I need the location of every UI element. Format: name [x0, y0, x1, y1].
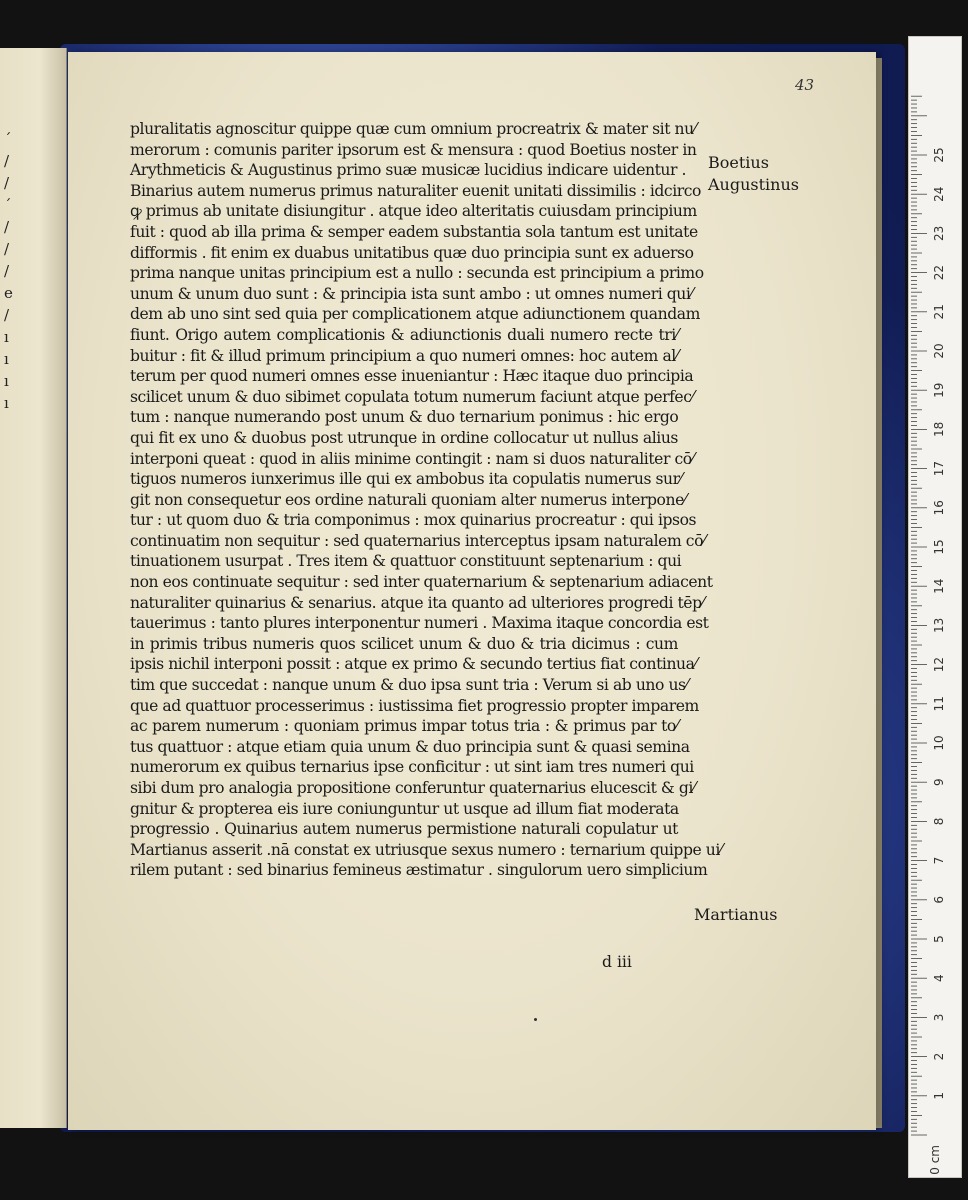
text-line: progressio . Quinarius autem numerus permistione naturali copulatur ut — [130, 820, 678, 839]
text-line: qui fit ex uno & duobus post utrunque in ordine collocatur ut nullus alius — [130, 428, 678, 447]
left-page-marks: ˊ / / ˊ / / / e / ı ı ı ı — [4, 130, 13, 412]
text-line: tinuationem usurpat . Tres item & quattuor constituunt septenarium : qui — [130, 552, 682, 571]
text-line: buitur : fit & illud primum principium a quo numeri omnes: hoc autem al⁄ — [130, 346, 678, 365]
text-line: pluralitatis agnoscitur quippe quæ cum omnium procreatrix & mater sit nu⁄ — [130, 120, 696, 138]
ruler-number: 25 — [932, 147, 946, 163]
ruler-number: 11 — [932, 696, 946, 712]
text-line: tiguos numeros iunxerimus ille qui ex ambobus ita copulatis numerus sur⁄ — [130, 470, 682, 489]
ruler-number: 10 — [932, 735, 946, 751]
ruler-number: 4 — [932, 974, 946, 983]
ruler-number: 15 — [932, 539, 946, 555]
ruler-number: 24 — [932, 186, 946, 202]
text-line: difformis . fit enim ex duabus unitatibus quæ duo principia sunt ex aduerso — [130, 243, 694, 262]
ruler-number: 8 — [932, 817, 946, 826]
ruler-number: 7 — [932, 856, 946, 865]
text-line: terum per quod numeri omnes esse inueniantur : Hæc itaque duo principia — [130, 367, 694, 386]
left-page — [0, 48, 67, 1128]
ruler-number: 18 — [932, 421, 946, 438]
text-line: tus quattuor : atque etiam quia unum & duo principia sunt & quasi semina — [130, 737, 690, 756]
text-line: sibi dum pro analogia propositione conferuntur quaternarius elucescit & gi⁄ — [130, 779, 696, 797]
marginal-note-top — [708, 152, 799, 196]
ruler-number: 9 — [932, 778, 946, 787]
marginal-note-word: Boetius — [708, 153, 769, 172]
text-line: scilicet unum & duo sibimet copulata totum numerum faciunt atque perfec⁄ — [130, 387, 694, 406]
book-page — [68, 52, 876, 1130]
text-line: dem ab uno sint sed quia per complicationem atque adiunctionem quandam — [130, 305, 700, 324]
ruler-number: 17 — [932, 460, 946, 477]
ruler-unit-label: 0 cm — [928, 1145, 942, 1175]
text-line: non eos continuate sequitur : sed inter quaternarium & septenarium adiacent — [130, 573, 713, 592]
ruler-number: 20 — [932, 343, 946, 359]
signature-mark: d iii — [602, 953, 632, 971]
ruler-number: 14 — [932, 578, 946, 594]
marginal-note-word: Augustinus — [708, 175, 799, 194]
text-line: rilem putant : sed binarius femineus æstimatur . singulorum uero simplicium — [130, 861, 708, 880]
text-line: gnitur & propterea eis iure coniunguntur ut usque ad illum fiat moderata — [130, 799, 679, 818]
marginal-note-word: Martianus — [694, 905, 778, 924]
text-line: fiunt. Origo autem complicationis & adiunctionis duali numero recte tri⁄ — [130, 325, 678, 344]
text-line: tim que succedat : nanque unum & duo ipsa sunt tria : Verum si ab uno us⁄ — [130, 676, 688, 695]
text-line: tur : ut quom duo & tria componimus : mox quinarius procreatur : qui ipsos — [130, 511, 697, 530]
text-line: ac parem numerum : quoniam primus impar totus tria : & primus par to⁄ — [130, 717, 678, 736]
ruler-number: 5 — [932, 935, 946, 943]
text-line: unum & unum duo sunt : & principia ista sunt ambo : ut omnes numeri qui⁄ — [130, 284, 693, 303]
ruler-number: 2 — [932, 1052, 946, 1061]
text-line: in primis tribus numeris quos scilicet unum & duo & tria dicimus : cum — [130, 634, 678, 653]
ruler-number: 16 — [932, 500, 946, 516]
text-line: Arythmeticis & Augustinus primo suæ musicæ lucidius indicare uidentur . — [130, 161, 687, 180]
text-line: ipsis nichil interponi possit : atque ex primo & secundo tertius fiat continua⁄ — [130, 655, 697, 674]
marginal-note-bottom — [694, 904, 777, 926]
ruler-number: 21 — [932, 304, 946, 320]
text-line: que ad quattuor processerimus : iustissima fiet progressio propter imparem — [130, 696, 699, 715]
text-line: prima nanque unitas principium est a nullo : secunda est principium a primo — [130, 264, 704, 283]
text-line: fuit : quod ab illa prima & semper eadem substantia sola tantum est unitate — [130, 222, 698, 241]
ruler-number: 22 — [932, 264, 946, 281]
body-text — [130, 119, 723, 881]
text-line: naturaliter quinarius & senarius. atque ita quanto ad ulteriores progredi tēp⁄ — [130, 593, 704, 612]
text-line: ꝙ primus ab unitate disiungitur . atque ideo alteritatis cuiusdam principium — [130, 202, 697, 221]
text-line: merorum : comunis pariter ipsorum est & mensura : quod Boetius noster in — [130, 140, 697, 159]
ruler-number: 3 — [932, 1013, 946, 1022]
text-line: interponi queat : quod in aliis minime contingit : nam si duos naturaliter cō⁄ — [130, 449, 694, 468]
measurement-ruler — [908, 36, 962, 1178]
text-line: git non consequetur eos ordine naturali quoniam alter numerus interpone⁄ — [130, 490, 686, 509]
ruler-number: 12 — [932, 656, 946, 673]
text-line: continuatim non sequitur : sed quaternarius interceptus ipsam naturalem cō⁄ — [130, 531, 706, 550]
folio-number: 43 — [795, 76, 815, 94]
ink-dot — [534, 1018, 537, 1021]
ruler-number: 13 — [932, 617, 946, 634]
text-line: tum : nanque numerando post unum & duo ternarium ponimus : hic ergo — [130, 408, 679, 427]
text-line: tauerimus : tanto plures interponentur numeri . Maxima itaque concordia est — [130, 614, 709, 633]
text-line: Martianus asserit .nā constat ex utriusque sexus numero : ternarium quippe ui⁄ — [130, 840, 723, 859]
ruler-number: 6 — [932, 895, 946, 904]
ruler-number: 1 — [932, 1091, 946, 1100]
ruler-number: 19 — [932, 382, 946, 398]
text-line: Binarius autem numerus primus naturaliter euenit unitati dissimilis : idcirco — [130, 181, 701, 200]
text-line: numerorum ex quibus ternarius ipse conficitur : ut sint iam tres numeri qui — [130, 758, 694, 777]
ruler-scale — [909, 37, 961, 1177]
ruler-number: 23 — [932, 225, 946, 242]
